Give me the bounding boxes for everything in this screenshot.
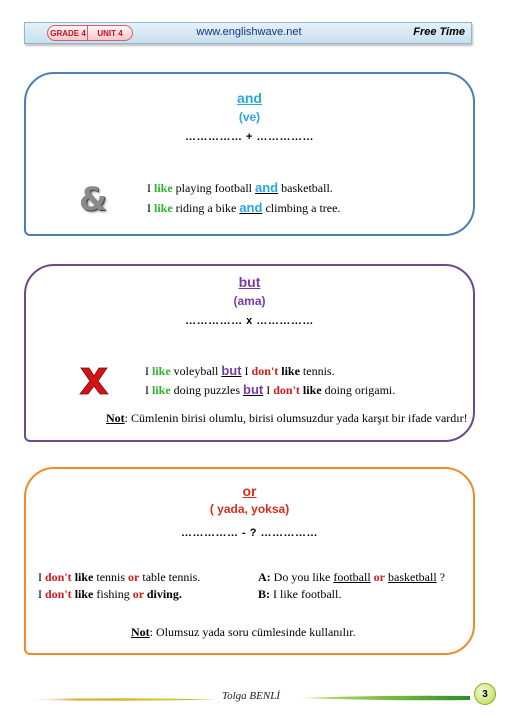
or-example-question: A: Do you like football or basketball ?	[258, 570, 445, 584]
footer-line-left	[16, 697, 216, 702]
or-note: Not: Olumsuz yada soru cümlesinde kullanılır.	[131, 625, 356, 639]
cross-icon	[78, 366, 110, 396]
grade-badge: GRADE 4	[47, 25, 89, 41]
and-translation: (ve)	[238, 110, 261, 124]
but-card	[24, 264, 475, 442]
ampersand-icon: &	[79, 180, 107, 218]
site-link[interactable]: www.englishwave.net	[196, 26, 302, 38]
but-title: but	[238, 274, 261, 290]
or-example-left-2: I don't like fishing or diving.	[38, 587, 182, 601]
and-example-1: I like playing football and basketball.	[147, 180, 333, 195]
and-title: and	[237, 90, 262, 106]
or-example-left-1: I don't like tennis or table tennis.	[38, 570, 201, 584]
or-card	[24, 467, 475, 655]
and-pattern: …………… + ……………	[184, 131, 315, 143]
and-card	[24, 72, 475, 236]
but-pattern: …………… x ……………	[185, 315, 314, 327]
author-name: Tolga BENLİ	[222, 690, 280, 702]
or-pattern: …………… - ? ……………	[180, 527, 319, 539]
or-translation: ( yada, yoksa)	[209, 502, 290, 516]
topic-title: Free Time	[413, 26, 465, 38]
but-note: Not: Cümlenin birisi olumlu, birisi olumsuzdur yada karşıt bir ifade vardır!	[106, 411, 468, 425]
or-title: or	[242, 483, 257, 499]
and-example-2: I like riding a bike and climbing a tree.	[147, 200, 341, 215]
footer-line-right	[300, 694, 470, 702]
but-example-2: I like doing puzzles but I don't like doing origami.	[145, 382, 396, 397]
but-translation: (ama)	[233, 294, 266, 308]
but-example-1: I like voleyball but I don't like tennis.	[145, 363, 335, 378]
or-example-answer: B: I like football.	[258, 587, 342, 601]
header-bar	[24, 22, 472, 44]
page-number: 3	[474, 683, 496, 705]
unit-badge: UNIT 4	[87, 25, 133, 41]
